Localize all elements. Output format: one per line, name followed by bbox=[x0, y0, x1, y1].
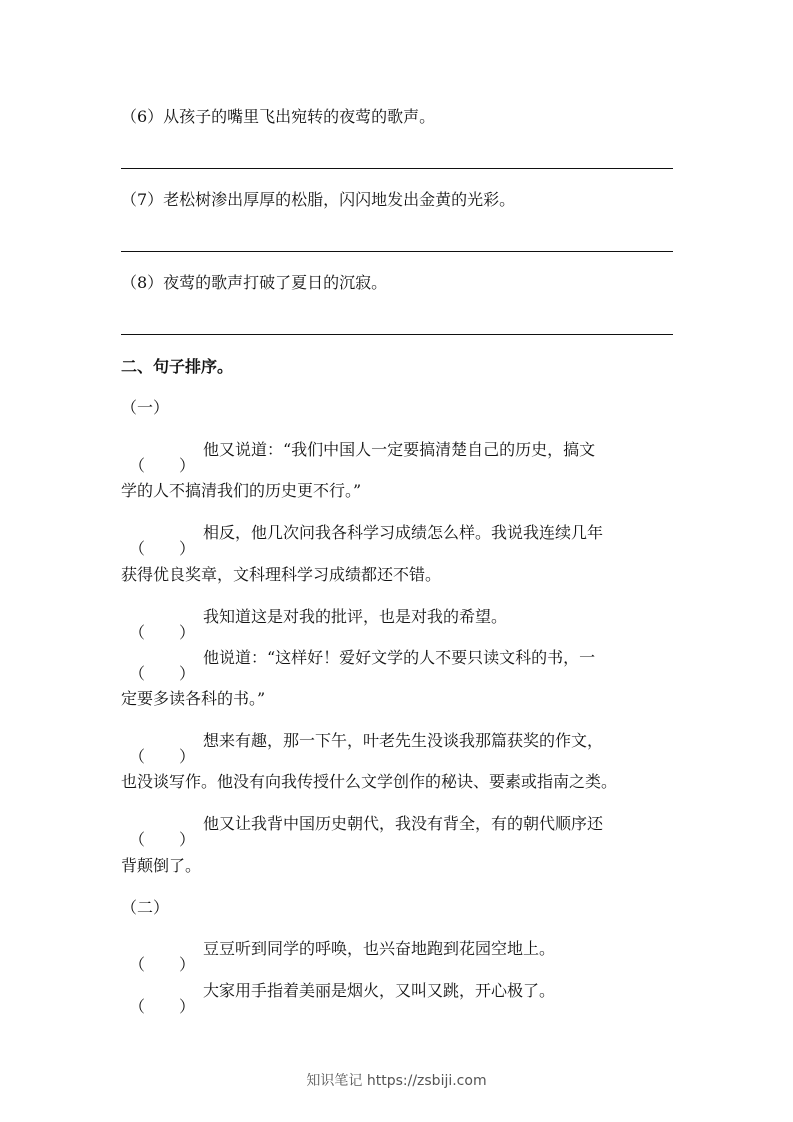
sort-item-text: 他又说道：“我们中国人一定要搞清楚自己的历史，搞文 bbox=[203, 440, 596, 459]
rewrite-item-7: （7）老松树渗出厚厚的松脂，闪闪地发出金黄的光彩。 bbox=[121, 190, 516, 209]
sort-item-b2: （ ） 大家用手指着美丽是烟火，又叫又跳，开心极了。 bbox=[129, 981, 556, 1016]
answer-line-8 bbox=[121, 334, 673, 335]
sort-item-text: 大家用手指着美丽是烟火，又叫又跳，开心极了。 bbox=[203, 981, 556, 1000]
sort-item-text: 相反，他几次问我各科学习成绩怎么样。我说我连续几年 bbox=[203, 523, 604, 542]
sort-item-text: 他又让我背中国历史朝代，我没有背全，有的朝代顺序还 bbox=[203, 814, 604, 833]
group-two-label: （二） bbox=[121, 898, 170, 917]
answer-line-6 bbox=[121, 168, 673, 169]
rewrite-item-8: （8）夜莺的歌声打破了夏日的沉寂。 bbox=[121, 273, 388, 292]
sort-item-2: （ ） 相反，他几次问我各科学习成绩怎么样。我说我连续几年 bbox=[129, 523, 604, 558]
sort-item-2-cont: 获得优良奖章，文科理科学习成绩都还不错。 bbox=[121, 565, 442, 584]
sort-item-text: 我知道这是对我的批评，也是对我的希望。 bbox=[203, 607, 508, 626]
sort-item-text: 他说道：“这样好！爱好文学的人不要只读文科的书，一 bbox=[203, 648, 596, 667]
answer-line-7 bbox=[121, 251, 673, 252]
sort-item-5: （ ） 想来有趣，那一下午，叶老先生没谈我那篇获奖的作文， bbox=[129, 731, 604, 766]
sort-item-5-cont: 也没谈写作。他没有向我传授什么文学创作的秘诀、要素或指南之类。 bbox=[121, 772, 618, 791]
sort-item-b1: （ ） 豆豆听到同学的呼唤，也兴奋地跑到花园空地上。 bbox=[129, 939, 556, 974]
sort-item-4-cont: 定要多读各科的书。” bbox=[121, 689, 266, 708]
sort-item-6-cont: 背颠倒了。 bbox=[121, 856, 202, 875]
group-one-label: （一） bbox=[121, 398, 170, 417]
sort-item-1: （ ） 他又说道：“我们中国人一定要搞清楚自己的历史，搞文 bbox=[129, 440, 596, 475]
sort-item-3: （ ） 我知道这是对我的批评，也是对我的希望。 bbox=[129, 607, 508, 642]
sort-item-text: 想来有趣，那一下午，叶老先生没谈我那篇获奖的作文， bbox=[203, 731, 604, 750]
footer-watermark: 知识笔记 https://zsbiji.com bbox=[306, 1073, 487, 1089]
sort-item-text: 豆豆听到同学的呼唤，也兴奋地跑到花园空地上。 bbox=[203, 939, 556, 958]
section-two-title: 二、句子排序。 bbox=[121, 357, 234, 376]
sort-item-6: （ ） 他又让我背中国历史朝代，我没有背全，有的朝代顺序还 bbox=[129, 814, 604, 849]
rewrite-item-6: （6）从孩子的嘴里飞出宛转的夜莺的歌声。 bbox=[121, 107, 436, 126]
sort-item-1-cont: 学的人不搞清我们的历史更不行。” bbox=[121, 481, 362, 500]
sort-item-4: （ ） 他说道：“这样好！爱好文学的人不要只读文科的书，一 bbox=[129, 648, 596, 683]
